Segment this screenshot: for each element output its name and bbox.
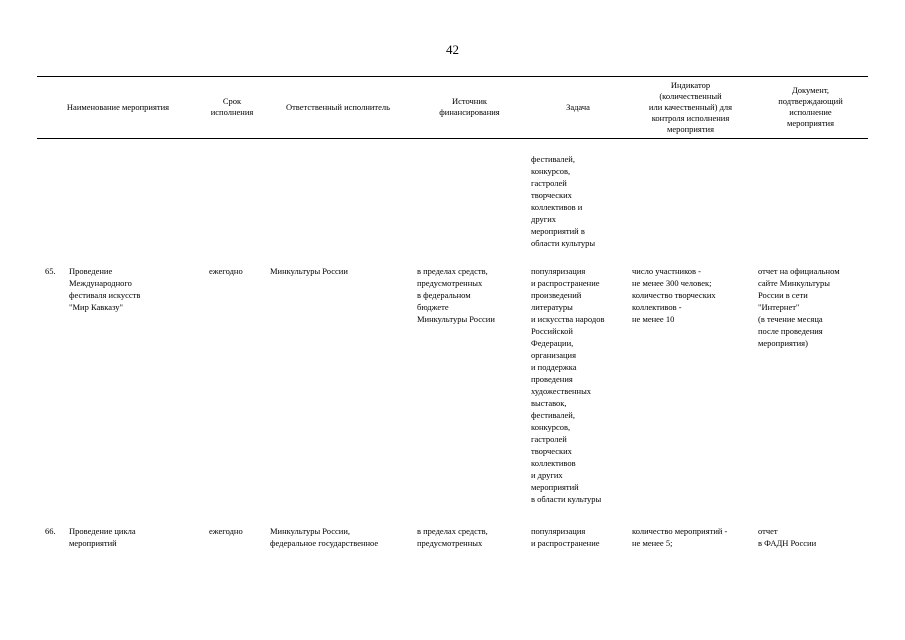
header-indicator: Индикатор (количественный или качественный) для контроля исполнения мероприятия — [648, 79, 733, 134]
row-66-executor: Минкультуры России, федеральное государственное — [270, 526, 379, 548]
row-66-source: в пределах средств, предусмотренных — [417, 526, 488, 548]
continuation-task: фестивалей, конкурсов, гастролей творческих коллективов и других мероприятий в области культуры — [531, 154, 596, 248]
row-66-indicator: количество мероприятий - не менее 5; — [632, 526, 728, 548]
header-source: Источник финансирования — [439, 96, 500, 117]
row-65-number: 65. — [45, 266, 56, 276]
header-term: Срок исполнения — [210, 96, 254, 117]
row-65-task: популяризация и распространение произведений литературы и искусства народов Российской Федерации, организация и поддержка проведения художественных выставок, фестивалей, конкурсов, гастролей творческих коллективов и других мероприятий в области культуры — [531, 266, 605, 504]
row-65-indicator: число участников - не менее 300 человек; количество творческих коллективов - не менее 10 — [632, 266, 716, 324]
header-task: Задача — [566, 101, 590, 112]
row-65-source: в пределах средств, предусмотренных в федеральном бюджете Минкультуры России — [417, 266, 495, 324]
row-65-name: Проведение Международного фестиваля искусств "Мир Кавказу" — [69, 266, 141, 312]
row-66-document: отчет в ФАДН России — [758, 526, 817, 548]
page-number: 42 — [446, 42, 459, 57]
row-65-term: ежегодно — [209, 266, 243, 276]
header-document: Документ, подтверждающий исполнение мероприятия — [778, 85, 843, 128]
row-66-term: ежегодно — [209, 526, 243, 536]
row-66-task: популяризация и распространение — [531, 526, 600, 548]
header-name: Наименование мероприятия — [66, 101, 170, 112]
header-executor: Ответственный исполнитель — [285, 101, 391, 112]
table-header-rule — [37, 138, 868, 139]
row-65-executor: Минкультуры России — [270, 266, 348, 276]
row-66-name: Проведение цикла мероприятий — [69, 526, 136, 548]
row-65-document: отчет на официальном сайте Минкультуры России в сети "Интернет" (в течение месяца после проведения мероприятия) — [758, 266, 840, 348]
row-66-number: 66. — [45, 526, 56, 536]
